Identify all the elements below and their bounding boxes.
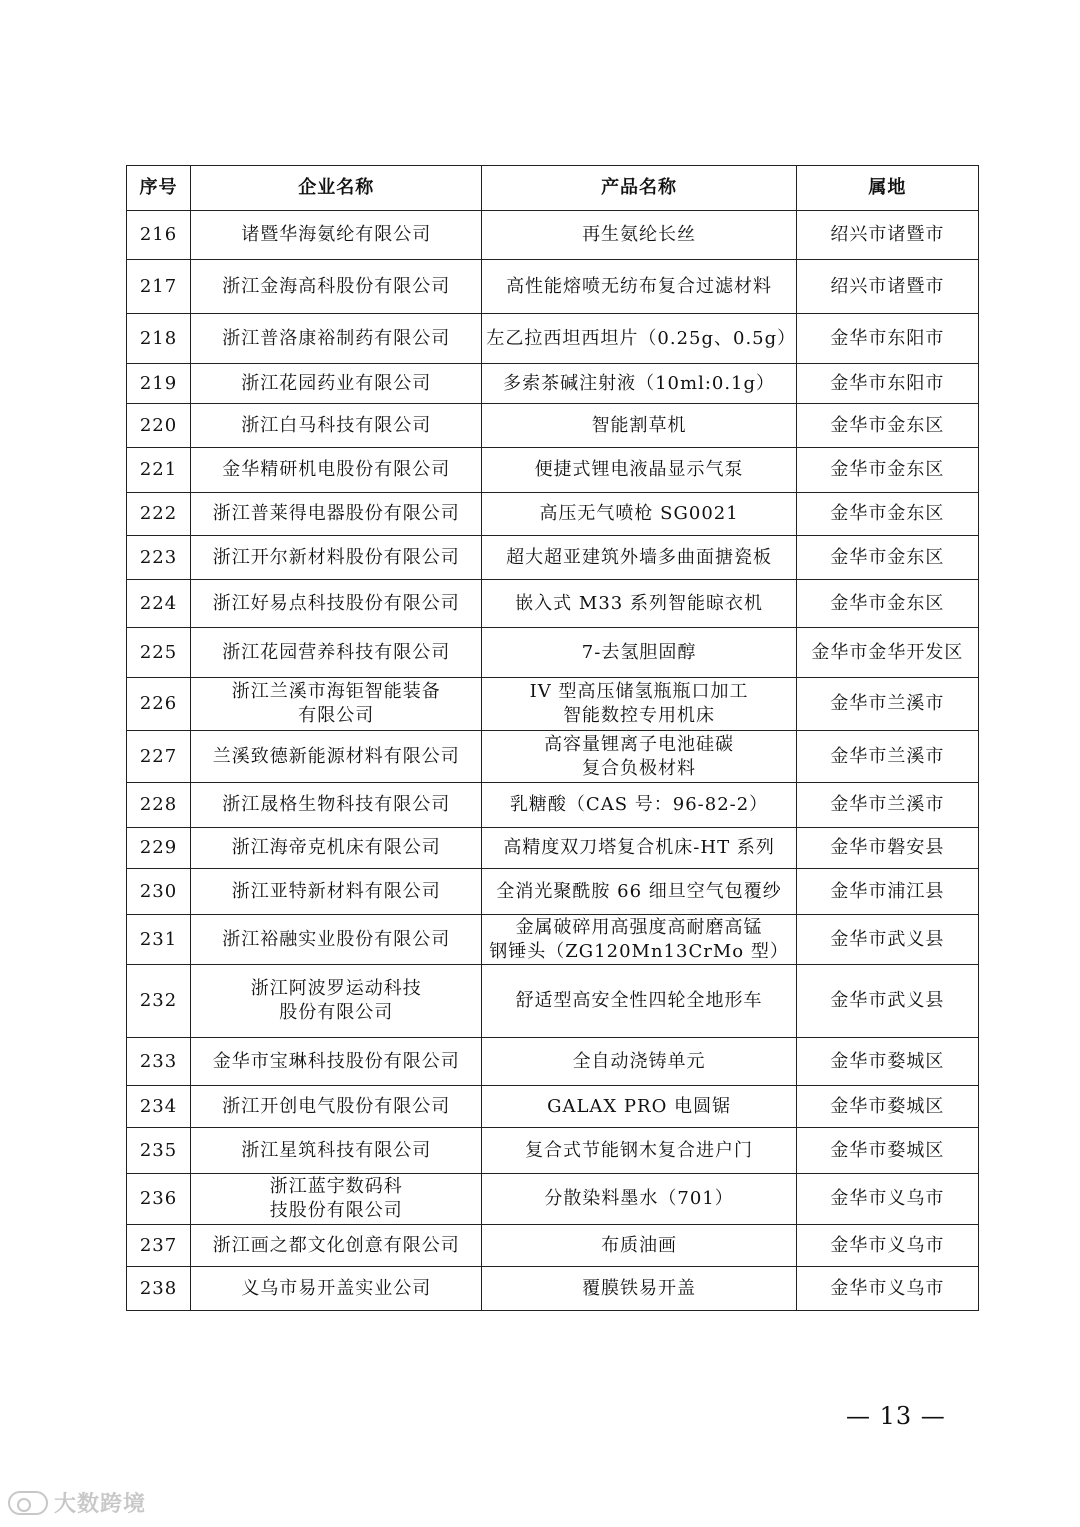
cell-company-name-text: 浙江花园营养科技有限公司: [222, 641, 451, 663]
cell-product-name-text: 左乙拉西坦西坦片（0.25g、0.5g）: [486, 327, 797, 349]
page-number: — 13 —: [846, 1402, 946, 1430]
cell-serial-number-text: 225: [139, 641, 178, 663]
cell-company-name: [191, 783, 482, 828]
cell-region: [796, 404, 978, 448]
cell-serial-number: [127, 448, 191, 493]
cell-serial-number: [127, 493, 191, 536]
cell-product-name-text: 再生氨纶长丝: [582, 224, 697, 245]
cell-company-name: [191, 260, 482, 314]
cell-serial-number-text: 224: [139, 592, 178, 614]
cell-region-text: 金华市兰溪市: [830, 745, 945, 767]
cell-product-name-text: 乳糖酸（CAS 号：96-82-2）: [509, 794, 769, 815]
cell-region-text: 绍兴市诸暨市: [830, 224, 945, 245]
cell-company-name: [191, 404, 482, 448]
table-body: [127, 211, 979, 1311]
cell-region-text: 金华市东阳市: [830, 372, 945, 394]
cell-company-name-text: 浙江星筑科技有限公司: [241, 1139, 432, 1161]
cell-company-name: [191, 1038, 482, 1086]
cell-serial-number-text: 226: [139, 693, 178, 714]
cell-region: [796, 448, 978, 493]
cell-serial-number: [127, 1267, 191, 1311]
cell-serial-number-text: 234: [139, 1095, 178, 1117]
cell-serial-number-text: 231: [139, 928, 178, 950]
cell-company-name-text: 诸暨华海氨纶有限公司: [241, 224, 432, 245]
cell-region: [796, 915, 978, 965]
table-row: [127, 1174, 979, 1225]
cell-product-name-text: 高性能熔喷无纺布复合过滤材料: [506, 275, 773, 297]
cell-company-name: [191, 211, 482, 260]
cell-product-name-text: 高精度双刀塔复合机床-HT 系列: [503, 837, 775, 858]
cell-company-name: [191, 536, 482, 580]
cell-product-name-text: 复合式节能钢木复合进户门: [525, 1139, 754, 1161]
cell-serial-number: [127, 731, 191, 783]
cell-company-name: [191, 1174, 482, 1225]
table-row: [127, 364, 979, 404]
cell-company-name: [191, 1225, 482, 1267]
cell-company-name-text: 金华市宝琳科技股份有限公司: [212, 1050, 460, 1072]
cell-product-name: [482, 1225, 796, 1267]
cell-serial-number-text: 238: [139, 1277, 178, 1299]
enterprise-product-table: [126, 165, 979, 1311]
cell-serial-number-text: 236: [139, 1188, 178, 1209]
cell-serial-number-text: 230: [139, 880, 178, 902]
cell-serial-number-text: 217: [139, 275, 178, 297]
cell-company-name-text: 浙江兰溪市海钜智能装备 有限公司: [231, 681, 441, 726]
cell-serial-number-text: 232: [139, 990, 178, 1011]
cell-product-name-text: 7-去氢胆固醇: [581, 641, 697, 663]
header-company-name: 企业名称: [191, 166, 482, 211]
table-row: [127, 448, 979, 493]
header-product-name: 产品名称: [482, 166, 796, 211]
cell-company-name: [191, 828, 482, 869]
cell-product-name: [482, 211, 796, 260]
cell-product-name: [482, 448, 796, 493]
cell-serial-number-text: 218: [139, 327, 178, 349]
cell-product-name: [482, 678, 796, 731]
cell-company-name: [191, 448, 482, 493]
cell-product-name: [482, 965, 796, 1038]
cell-company-name: [191, 869, 482, 915]
cell-company-name: [191, 731, 482, 783]
cell-product-name: [482, 1174, 796, 1225]
cell-company-name-text: 义乌市易开盖实业公司: [241, 1277, 432, 1299]
cell-region-text: 金华市金华开发区: [811, 641, 964, 663]
cell-company-name: [191, 628, 482, 678]
cell-region: [796, 580, 978, 628]
cell-company-name-text: 浙江花园药业有限公司: [241, 372, 432, 394]
cell-region: [796, 783, 978, 828]
cell-serial-number: [127, 404, 191, 448]
cell-region: [796, 314, 978, 364]
cell-product-name: [482, 314, 796, 364]
cell-region-text: 金华市婺城区: [830, 1139, 945, 1161]
table-row: [127, 404, 979, 448]
cell-company-name: [191, 915, 482, 965]
cell-product-name-text: 智能割草机: [591, 414, 687, 436]
cell-serial-number: [127, 783, 191, 828]
cell-company-name-text: 兰溪致德新能源材料有限公司: [212, 745, 460, 767]
cell-company-name: [191, 1086, 482, 1128]
table-row: [127, 493, 979, 536]
table-row: [127, 965, 979, 1038]
cell-product-name: [482, 1267, 796, 1311]
cell-company-name-text: 浙江白马科技有限公司: [241, 414, 432, 436]
cell-serial-number: [127, 580, 191, 628]
cell-company-name: [191, 493, 482, 536]
cloud-logo-icon: [8, 1491, 48, 1515]
header-serial-number: 序号: [127, 166, 191, 211]
cell-company-name: [191, 314, 482, 364]
cell-region: [796, 1225, 978, 1267]
cell-serial-number-text: 227: [139, 745, 178, 767]
cell-product-name: [482, 731, 796, 783]
cell-region-text: 金华市磐安县: [830, 837, 945, 858]
cell-region: [796, 731, 978, 783]
cell-region: [796, 260, 978, 314]
cell-region: [796, 211, 978, 260]
table-row: [127, 1038, 979, 1086]
table-header-row: [127, 166, 979, 211]
table-row: [127, 260, 979, 314]
cell-region-text: 绍兴市诸暨市: [830, 275, 945, 297]
cell-product-name-text: 布质油画: [601, 1234, 678, 1256]
cell-serial-number: [127, 869, 191, 915]
cell-serial-number-text: 237: [139, 1234, 178, 1256]
table-row: [127, 783, 979, 828]
cell-company-name-text: 浙江好易点科技股份有限公司: [212, 592, 460, 614]
cell-company-name: [191, 580, 482, 628]
cell-region-text: 金华市金东区: [830, 503, 945, 524]
cell-serial-number-text: 223: [139, 546, 178, 568]
cell-product-name: [482, 1086, 796, 1128]
cell-serial-number-text: 229: [139, 837, 178, 858]
cell-serial-number: [127, 1086, 191, 1128]
cell-product-name: [482, 404, 796, 448]
table-row: [127, 731, 979, 783]
cell-product-name: [482, 915, 796, 965]
cell-company-name-text: 浙江裕融实业股份有限公司: [222, 928, 451, 950]
cell-company-name-text: 浙江亚特新材料有限公司: [231, 880, 441, 902]
cell-company-name-text: 金华精研机电股份有限公司: [222, 459, 451, 480]
cell-serial-number-text: 219: [139, 372, 178, 394]
cell-region-text: 金华市兰溪市: [830, 794, 945, 815]
cell-company-name-text: 浙江普洛康裕制药有限公司: [222, 327, 451, 349]
table-row: [127, 536, 979, 580]
cell-company-name-text: 浙江海帝克机床有限公司: [231, 837, 441, 858]
cell-serial-number: [127, 828, 191, 869]
cell-serial-number: [127, 1174, 191, 1225]
table-row: [127, 1128, 979, 1174]
table-row: [127, 1086, 979, 1128]
cell-product-name: [482, 783, 796, 828]
cell-serial-number: [127, 678, 191, 731]
cell-product-name-text: 高压无气喷枪 SG0021: [539, 503, 739, 524]
cell-product-name-text: 覆膜铁易开盖: [582, 1277, 697, 1299]
table-row: [127, 1225, 979, 1267]
cell-region: [796, 1267, 978, 1311]
cell-region-text: 金华市婺城区: [830, 1095, 945, 1117]
cell-company-name: [191, 678, 482, 731]
cell-company-name-text: 浙江晟格生物科技有限公司: [222, 794, 451, 815]
table-row: [127, 1267, 979, 1311]
cell-region-text: 金华市金东区: [830, 459, 945, 480]
cell-region-text: 金华市义乌市: [830, 1234, 945, 1256]
cell-region: [796, 869, 978, 915]
cell-company-name-text: 浙江开尔新材料股份有限公司: [212, 546, 460, 568]
table-row: [127, 678, 979, 731]
cell-product-name-text: 便捷式锂电液晶显示气泵: [534, 459, 744, 480]
cell-serial-number-text: 228: [139, 794, 178, 815]
cell-serial-number-text: 222: [139, 503, 178, 524]
cell-region: [796, 828, 978, 869]
cell-region: [796, 493, 978, 536]
cell-product-name: [482, 364, 796, 404]
cell-serial-number: [127, 211, 191, 260]
cell-serial-number-text: 235: [139, 1139, 178, 1161]
cell-company-name-text: 浙江蓝宇数码科 技股份有限公司: [269, 1176, 403, 1221]
cell-region: [796, 1128, 978, 1174]
cell-serial-number-text: 233: [139, 1050, 178, 1072]
cell-product-name-text: 舒适型高安全性四轮全地形车: [515, 990, 763, 1011]
cell-serial-number: [127, 628, 191, 678]
cell-product-name: [482, 1128, 796, 1174]
cell-region-text: 金华市武义县: [830, 928, 945, 950]
cell-company-name: [191, 364, 482, 404]
cell-region-text: 金华市东阳市: [830, 327, 945, 349]
cell-region: [796, 965, 978, 1038]
cell-product-name: [482, 869, 796, 915]
cell-serial-number: [127, 965, 191, 1038]
cell-serial-number: [127, 364, 191, 404]
cell-serial-number: [127, 314, 191, 364]
cell-product-name: [482, 493, 796, 536]
cell-product-name: [482, 536, 796, 580]
cell-region-text: 金华市义乌市: [830, 1188, 945, 1209]
cell-product-name-text: IV 型高压储氢瓶瓶口加工 智能数控专用机床: [529, 681, 749, 726]
cell-serial-number: [127, 260, 191, 314]
cell-company-name-text: 浙江开创电气股份有限公司: [222, 1095, 451, 1117]
cell-company-name-text: 浙江普莱得电器股份有限公司: [212, 503, 460, 524]
cell-region-text: 金华市义乌市: [830, 1277, 945, 1299]
cell-product-name-text: 全自动浇铸单元: [572, 1050, 706, 1072]
cell-region: [796, 536, 978, 580]
cell-product-name-text: 分散染料墨水（701）: [544, 1188, 734, 1209]
table-row: [127, 211, 979, 260]
cell-serial-number-text: 221: [139, 459, 178, 480]
header-region: 属地: [796, 166, 978, 211]
cell-product-name-text: GALAX PRO 电圆锯: [547, 1095, 732, 1117]
cell-company-name: [191, 1128, 482, 1174]
cell-company-name: [191, 1267, 482, 1311]
cell-product-name-text: 超大超亚建筑外墙多曲面搪瓷板: [506, 546, 773, 568]
table-row: [127, 628, 979, 678]
table-row: [127, 915, 979, 965]
cell-product-name: [482, 260, 796, 314]
cell-serial-number: [127, 915, 191, 965]
cell-region-text: 金华市兰溪市: [830, 693, 945, 714]
table-row: [127, 580, 979, 628]
cell-product-name: [482, 628, 796, 678]
cell-region: [796, 1174, 978, 1225]
cell-serial-number: [127, 536, 191, 580]
cell-region-text: 金华市婺城区: [830, 1050, 945, 1072]
cell-company-name-text: 浙江金海高科股份有限公司: [222, 275, 451, 297]
cell-region: [796, 628, 978, 678]
cell-region-text: 金华市金东区: [830, 592, 945, 614]
cell-region: [796, 364, 978, 404]
cell-region: [796, 1086, 978, 1128]
table-row: [127, 869, 979, 915]
cell-product-name-text: 多索茶碱注射液（10ml:0.1g）: [503, 372, 776, 394]
cell-region: [796, 678, 978, 731]
cell-company-name-text: 浙江阿波罗运动科技 股份有限公司: [250, 978, 422, 1023]
cell-region-text: 金华市金东区: [830, 414, 945, 436]
cell-product-name-text: 嵌入式 M33 系列智能晾衣机: [515, 592, 763, 614]
watermark: [8, 1487, 146, 1518]
cell-product-name: [482, 580, 796, 628]
cell-product-name-text: 金属破碎用高强度高耐磨高锰 钢锤头（ZG120Mn13CrMo 型）: [489, 916, 789, 962]
cell-serial-number: [127, 1225, 191, 1267]
table-row: [127, 828, 979, 869]
cell-company-name: [191, 965, 482, 1038]
cell-product-name: [482, 828, 796, 869]
cell-product-name-text: 高容量锂离子电池硅碳 复合负极材料: [544, 733, 735, 779]
cell-serial-number-text: 220: [139, 414, 178, 436]
cell-region-text: 金华市金东区: [830, 546, 945, 568]
cell-product-name: [482, 1038, 796, 1086]
cell-serial-number: [127, 1128, 191, 1174]
cell-serial-number-text: 216: [139, 224, 178, 245]
cell-serial-number: [127, 1038, 191, 1086]
table-row: [127, 314, 979, 364]
watermark-text: 大数跨境: [54, 1492, 147, 1517]
cell-region-text: 金华市浦江县: [830, 880, 945, 902]
cell-region: [796, 1038, 978, 1086]
cell-product-name-text: 全消光聚酰胺 66 细旦空气包覆纱: [496, 880, 782, 902]
cell-region-text: 金华市武义县: [830, 990, 945, 1011]
cell-company-name-text: 浙江画之都文化创意有限公司: [212, 1234, 460, 1256]
